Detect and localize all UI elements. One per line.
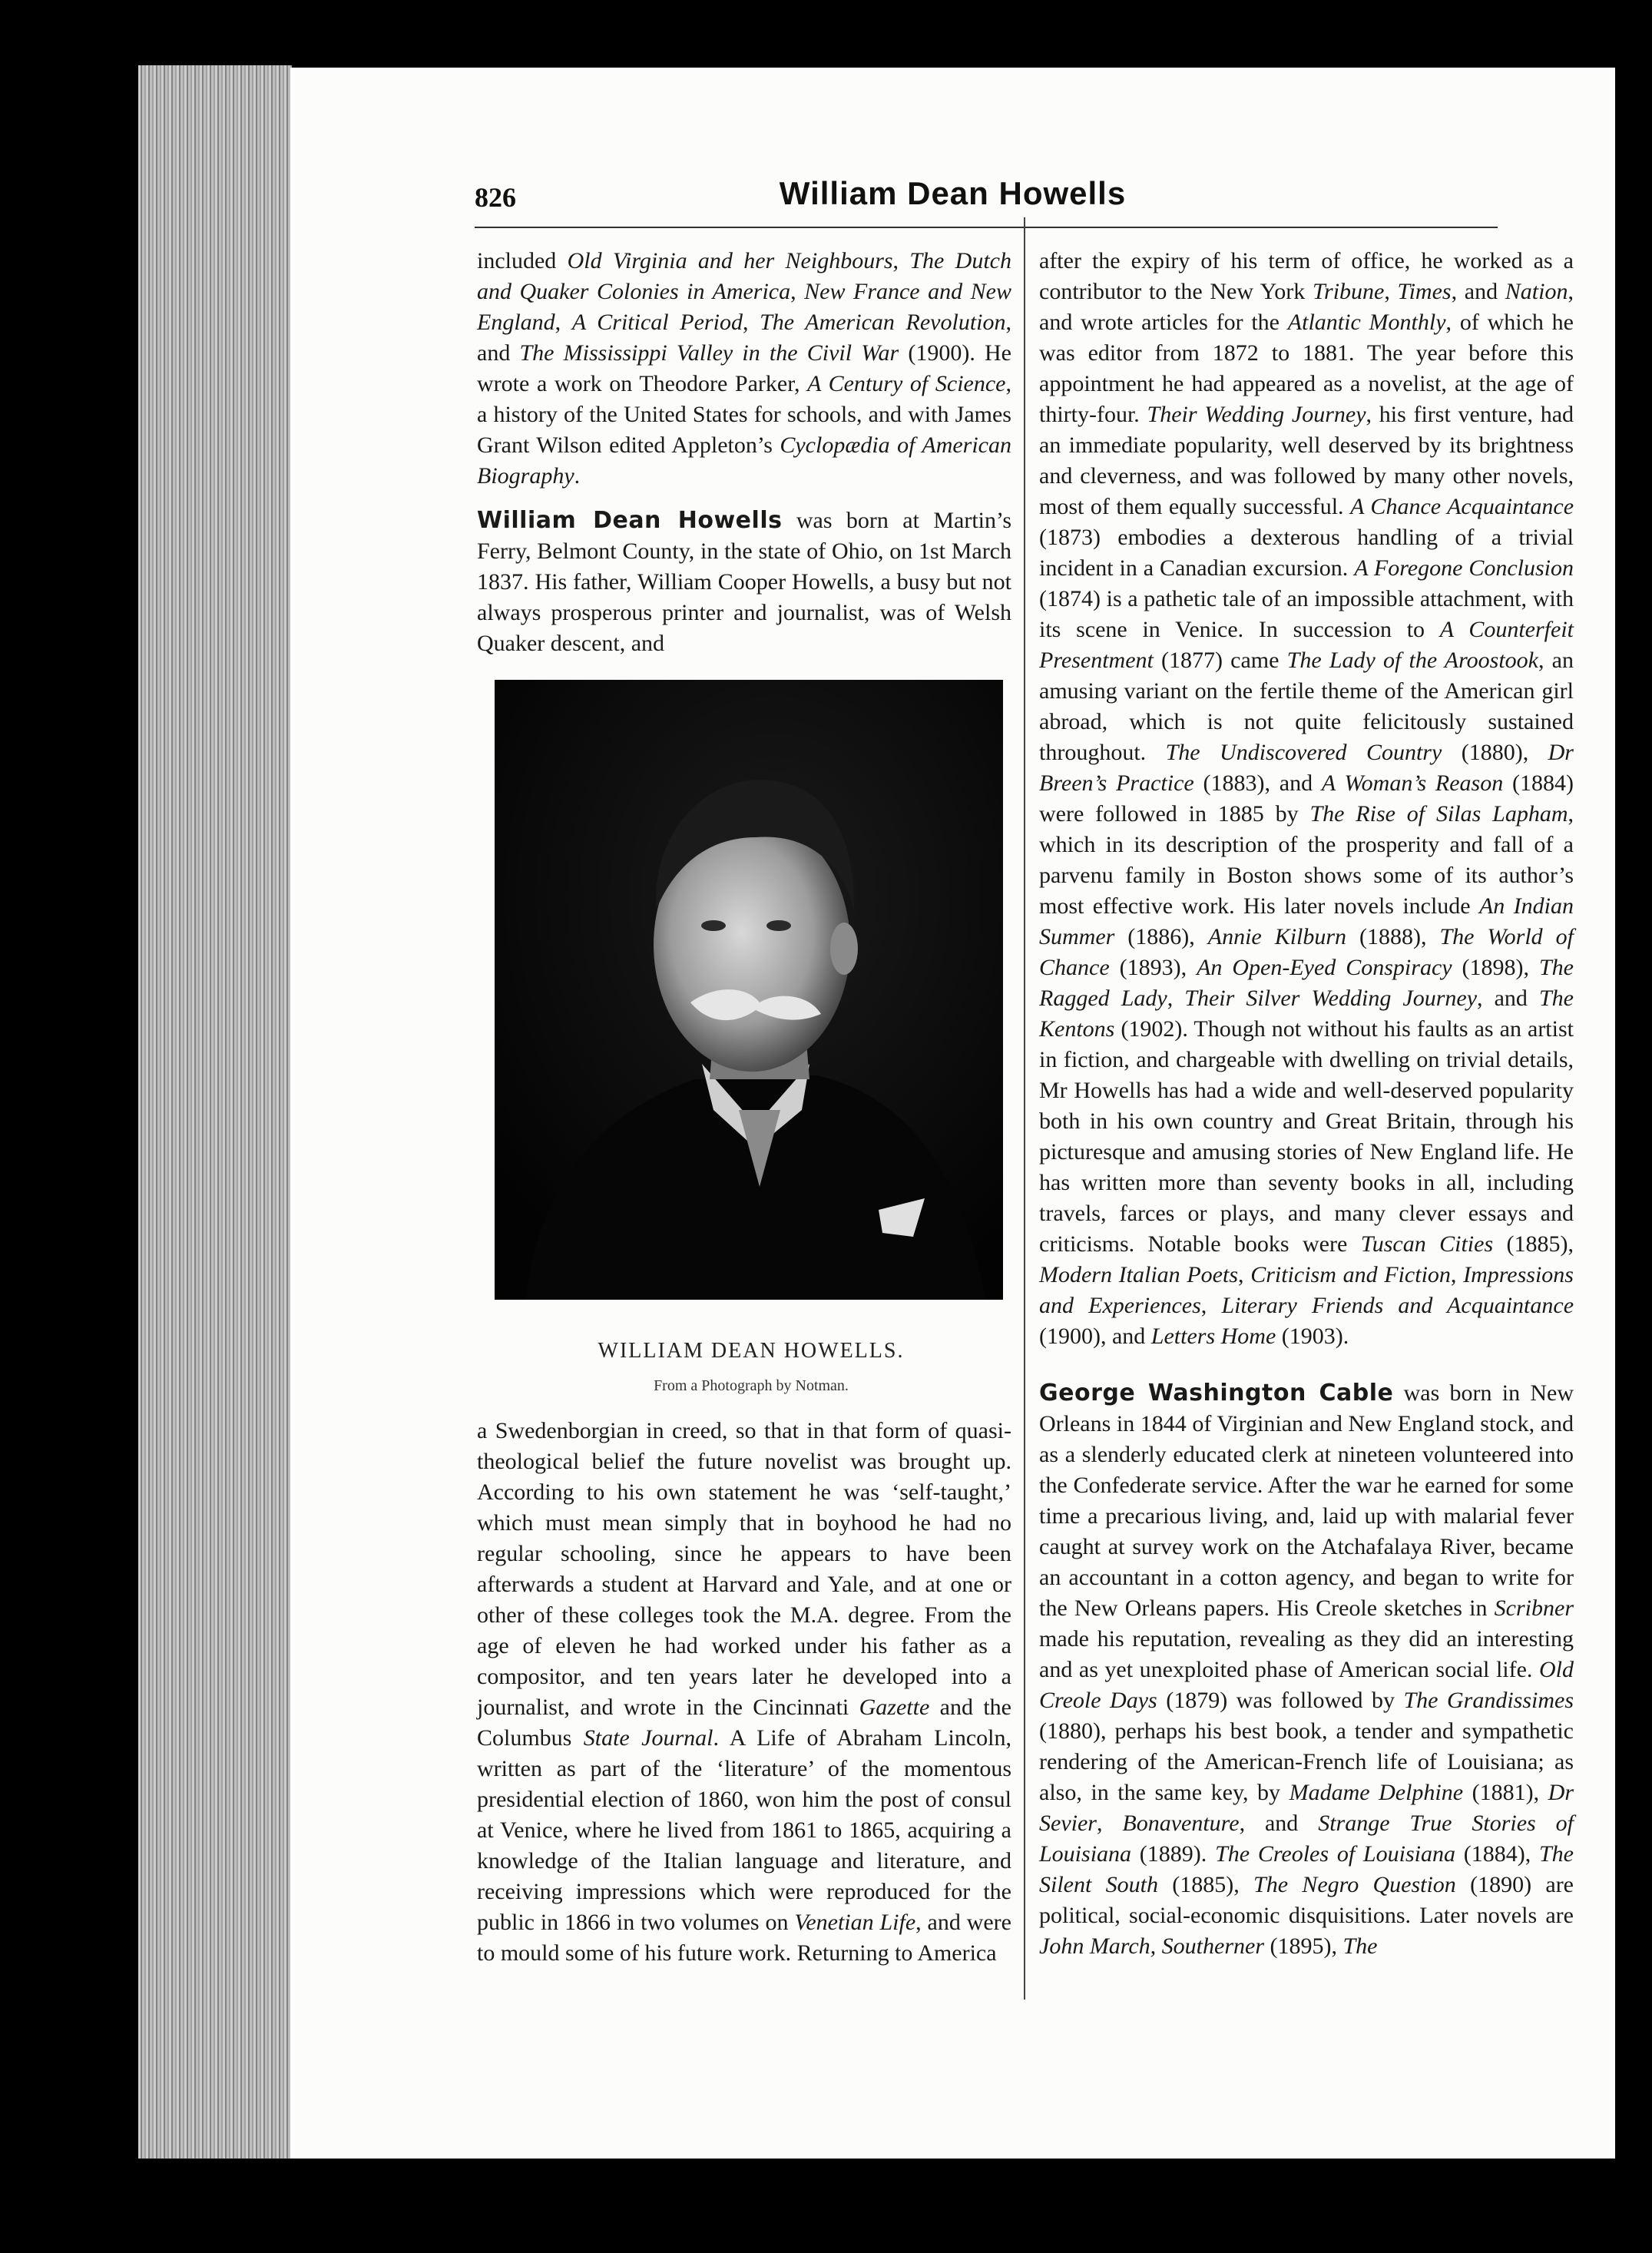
cable-text: was born in New Orleans in 1844 of Virginian and New England stock, and as a slenderly educated clerk at nineteen volunteered into the Confederate service. After the war he earned for some time a precarious living, and, laid up with malarial fever caught at survey work on the Atchafalaya River, became an accountant in a cotton agency, and began to write for the New Orleans papers. His Creole sketches in Scribner made his reputation, revealing as they did an interesting and as yet unexploited phase of American social life. Old Creole Days (1879) was followed by The Grandissimes (1880), perhaps his best book, a tender and sympathetic rendering of the American-French life of Louisiana; as also, in the same key, by Madame Delphine (1881), Dr Sevier, Bonaventure, and Strange True Stories of Louisiana (1889). The Creoles of Louisiana (1884), The Silent South (1885), The Negro Question (1890) are political, social-economic disquisitions. Later novels are John March, Southerner (1895), The [1039,1380,1574,1959]
entry-heading-howells: William Dean Howells [477,507,783,534]
entry-heading-cable: George Washington Cable [1039,1380,1394,1406]
running-title: William Dean Howells [779,175,1127,211]
page-number: 826 [475,182,516,213]
portrait-image [495,680,1003,1300]
book-page [290,68,1615,2159]
paragraph-howells-intro [477,505,1011,659]
left-column-top [477,246,1011,673]
paragraph-continuation: included Old Virginia and her Neighbours, The Dutch and Quaker Colonies in America, New France and New England, A Critical Period, The American Revolution, and The Mississippi Valley in the Civil War (1900). He wrote a work on Theodore Parker, A Century of Science, a history of the United States for schools, and with James Grant Wilson edited Appleton’s Cyclopædia of American Biography. [477,248,1012,489]
book-page-edges [138,65,292,2159]
figure-credit: From a Photograph by Notman. [654,1377,849,1394]
left-column-bottom [477,1416,1011,1983]
portrait-photograph [495,680,1003,1300]
paragraph-cable [1039,1378,1574,1962]
header-rule [475,227,1498,228]
paragraph-howells-career: after the expiry of his term of office, he worked as a contributor to the New York Tribune, Times, and Nation, and wrote articles for the Atlantic Monthly, of which he was editor from 1872 to 1881. The year before this appointment he had appeared as a novelist, at the age of thirty-four. Their Wedding Journey, his first venture, had an immediate popularity, well deserved by its brightness and cleverness, and was followed by many other novels, most of them equally successful. A Chance Acquaintance (1873) embodies a dexterous handling of a trivial incident in a Canadian excursion. A Foregone Conclusion (1874) is a pathetic tale of an impossible attachment, with its scene in Venice. In succession to A Counterfeit Presentment (1877) came The Lady of the Aroostook, an amusing variant on the fertile theme of the American girl abroad, which is not quite felicitously sustained throughout. The Undiscovered Country (1880), Dr Breen’s Practice (1883), and A Woman’s Reason (1884) were followed in 1885 by The Rise of Silas Lapham, which in its description of the prosperity and fall of a parvenu family in Boston shows some of its author’s most effective work. His later novels include An Indian Summer (1886), Annie Kilburn (1888), The World of Chance (1893), An Open-Eyed Conspiracy (1898), The Ragged Lady, Their Silver Wedding Journey, and The Kentons (1902). Though not without his faults as an artist in fiction, and chargeable with dwelling on trivial details, Mr Howells has had a wide and well-deserved popularity both in his own country and Great Britain, through his picturesque and amusing stories of New England life. He has written more than seventy books in all, including travels, farces or plays, and many clever essays and criticisms. Notable books were Tuscan Cities (1885), Modern Italian Poets, Criticism and Fiction, Impressions and Experiences, Literary Friends and Acquaintance (1900), and Letters Home (1903). [1039,248,1574,1349]
right-column [1039,246,1574,1976]
column-rule [1024,217,1025,2000]
figure-caption: WILLIAM DEAN HOWELLS. [598,1339,905,1363]
paragraph-howells-continued: a Swedenborgian in creed, so that in that form of quasi-theological belief the future novelist was brought up. According to his own statement he was ‘self-taught,’ which must mean simply that in boyhood he had no regular schooling, since he appears to have been afterwards a student at Harvard and Yale, and at one or other of these colleges took the M.A. degree. From the age of eleven he had worked under his father as a compositor, and ten years later he developed into a journalist, and wrote in the Cincinnati Gazette and the Columbus State Journal. A Life of Abraham Lincoln, written as part of the ‘literature’ of the momentous presidential election of 1860, won him the post of consul at Venice, where he lived from 1861 to 1865, acquiring a knowledge of the Italian language and literature, and receiving impressions which were reproduced for the public in 1866 in two volumes on Venetian Life, and were to mould some of his future work. Returning to America [477,1418,1011,1966]
howells-intro-text: was born at Martin’s Ferry, Belmont County, in the state of Ohio, on 1st March 1837. His father, William Cooper Howells, a busy but not always prosperous printer and journalist, was of Welsh Quaker descent, and [477,508,1011,656]
